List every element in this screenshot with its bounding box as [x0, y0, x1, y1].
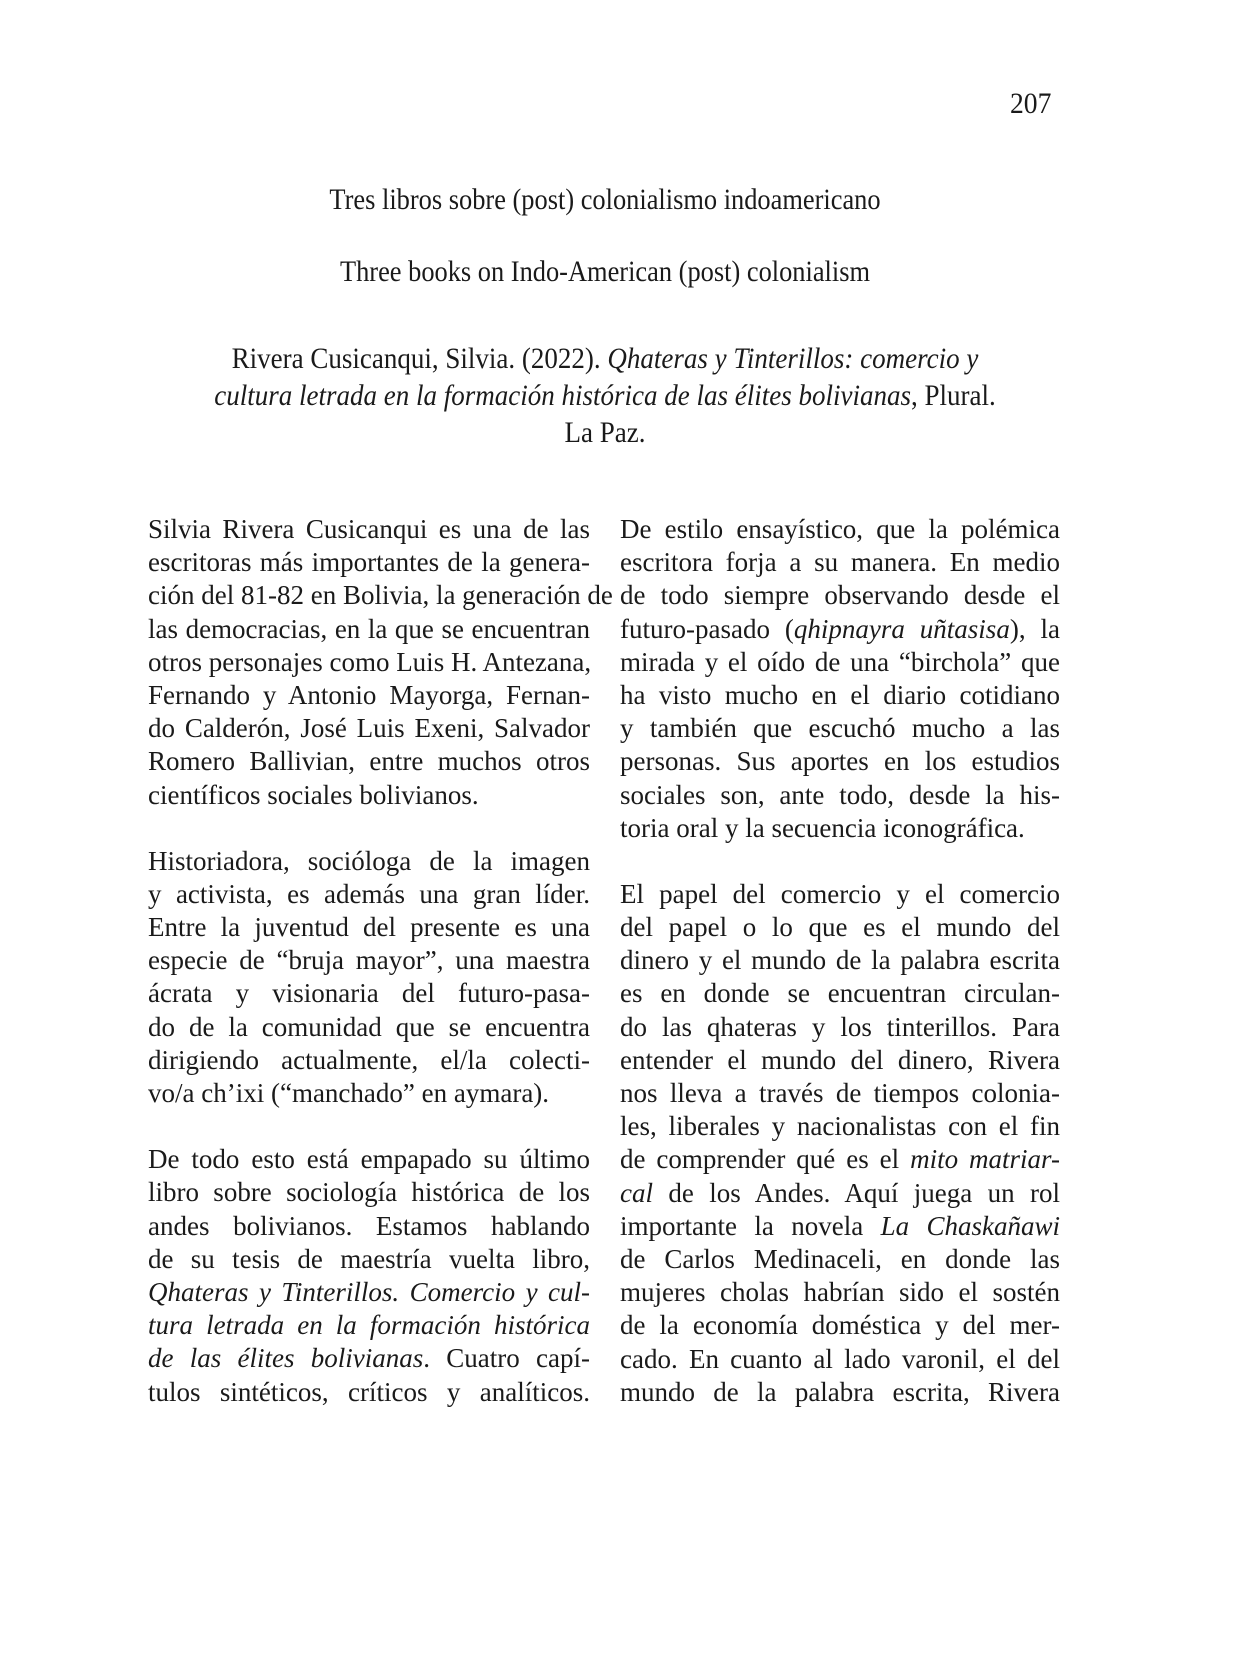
text-line: tulos sintéticos, críticos y analíticos. — [148, 1376, 590, 1407]
text-line-mixed: de comprender qué es el mito matriar- — [620, 1144, 1061, 1175]
text-line: otros personajes como Luis H. Antezana, — [148, 646, 592, 677]
text-line: especie de “bruja mayor”, una maestra — [148, 945, 590, 976]
text-line: de la economía doméstica y del mer- — [620, 1310, 1060, 1341]
text-line: científicos sociales bolivianos. — [148, 779, 479, 810]
text-line: de todo siempre observando desde el — [620, 580, 1060, 611]
text-line: ción del 81-82 en Bolivia, la generación de — [148, 580, 613, 611]
text-line: El papel del comercio y el comercio — [620, 878, 1060, 909]
text-line: do de la comunidad que se encuentra — [148, 1011, 590, 1042]
text-line: entender el mundo del dinero, Rivera — [620, 1044, 1060, 1075]
text-line-italic: tura letrada en la formación histórica — [148, 1310, 590, 1341]
text-line: mujeres cholas habrían sido el sostén — [620, 1277, 1060, 1308]
text-line: nos lleva a través de tiempos colonia- — [620, 1078, 1060, 1108]
citation-line-2: cultura letrada en la formación histórica de las élites bolivianas, Plural. — [214, 379, 996, 412]
text-line: dirigiendo actualmente, el/la colecti- — [148, 1044, 590, 1075]
article-title-spanish: Tres libros sobre (post) colonialismo indoamericano — [329, 183, 881, 216]
text-line: cado. En cuanto al lado varonil, el del — [620, 1343, 1060, 1374]
text-line: Fernando y Antonio Mayorga, Fernan- — [148, 679, 590, 710]
text-line-mixed: futuro-pasado (qhipnayra uñtasisa), la — [620, 613, 1060, 644]
text-line: De estilo ensayístico, que la polémica — [620, 514, 1060, 544]
paragraph — [148, 1143, 590, 1409]
text-line: y también que escuchó mucho a las — [620, 713, 1060, 744]
right-column — [620, 513, 1060, 1442]
text-line: Silvia Rivera Cusicanqui es una de las — [148, 514, 590, 544]
text-line-mixed: de las élites bolivianas. Cuatro capí- — [148, 1343, 590, 1374]
book-citation — [0, 340, 1210, 451]
text-line: las democracias, en la que se encuentran — [148, 613, 590, 644]
paragraph — [620, 878, 1060, 1409]
novel-title-italic: La Chaskañawi — [880, 1210, 1061, 1241]
text-line: y activista, es además una gran líder. — [148, 878, 590, 909]
paragraph — [148, 845, 590, 1111]
text-line: Romero Ballivian, entre muchos otros — [148, 746, 590, 777]
citation-line-1: Rivera Cusicanqui, Silvia. (2022). Qhateras y Tinterillos: comercio y — [231, 342, 979, 375]
text-line: toria oral y la secuencia iconográfica. — [620, 812, 1025, 843]
text-line: libro sobre sociología histórica de los — [148, 1177, 590, 1208]
text-line: de Carlos Medinaceli, en donde las — [620, 1243, 1060, 1274]
text-line: dinero y el mundo de la palabra escrita — [620, 945, 1060, 976]
book-title-italic: cultura letrada en la formación histórica de las élites bolivianas — [214, 379, 911, 412]
text-line: personas. Sus aportes en los estudios — [620, 746, 1060, 777]
text-line: escritoras más importantes de la genera- — [148, 547, 590, 578]
text-line-italic: Qhateras y Tinterillos. Comercio y cul- — [148, 1276, 590, 1307]
citation-line-3: La Paz. — [564, 416, 646, 449]
book-title-italic: Qhateras y Tinterillos: comercio y — [607, 342, 979, 375]
text-line: vo/a ch’ixi (“manchado” en aymara). — [148, 1078, 550, 1108]
text-line: escritora forja a su manera. En medio — [620, 547, 1060, 578]
text-line: do Calderón, José Luis Exeni, Salvador — [148, 713, 590, 744]
text-line: es en donde se encuentran circulan- — [620, 978, 1060, 1009]
text-line-mixed: cal de los Andes. Aquí juega un rol — [620, 1177, 1060, 1208]
paragraph — [148, 513, 613, 812]
text-line: Historiadora, socióloga de la imagen — [148, 845, 590, 876]
text-line: ácrata y visionaria del futuro-pasa- — [148, 978, 590, 1009]
text-line: de su tesis de maestría vuelta libro, — [148, 1243, 590, 1274]
concept-italic: mito matriar- — [910, 1144, 1061, 1175]
text-line: De todo esto está empapado su último — [148, 1144, 590, 1175]
text-line: sociales son, ante todo, desde la his- — [620, 779, 1060, 810]
text-line: del papel o lo que es el mundo del — [620, 912, 1060, 943]
concept-italic: cal — [620, 1177, 653, 1208]
text-line: andes bolivianos. Estamos hablando — [148, 1210, 590, 1241]
text-line: mundo de la palabra escrita, Rivera — [620, 1376, 1060, 1407]
page-number: 207 — [1010, 87, 1052, 120]
text-line-mixed: importante la novela La Chaskañawi — [620, 1210, 1061, 1241]
text-line: Entre la juventud del presente es una — [148, 912, 590, 943]
text-line: mirada y el oído de una “birchola” que — [620, 646, 1060, 677]
left-column — [148, 513, 613, 1442]
text-line: ha visto mucho en el diario cotidiano — [620, 679, 1060, 710]
book-title-italic: de las élites bolivianas — [148, 1343, 424, 1374]
text-line: les, liberales y nacionalistas con el fin — [620, 1111, 1060, 1142]
paragraph — [620, 513, 1060, 845]
text-line: do las qhateras y los tinterillos. Para — [620, 1011, 1060, 1042]
article-title-english: Three books on Indo-American (post) colonialism — [339, 255, 871, 288]
aymara-phrase-italic: qhipnayra uñtasisa — [793, 613, 1010, 644]
